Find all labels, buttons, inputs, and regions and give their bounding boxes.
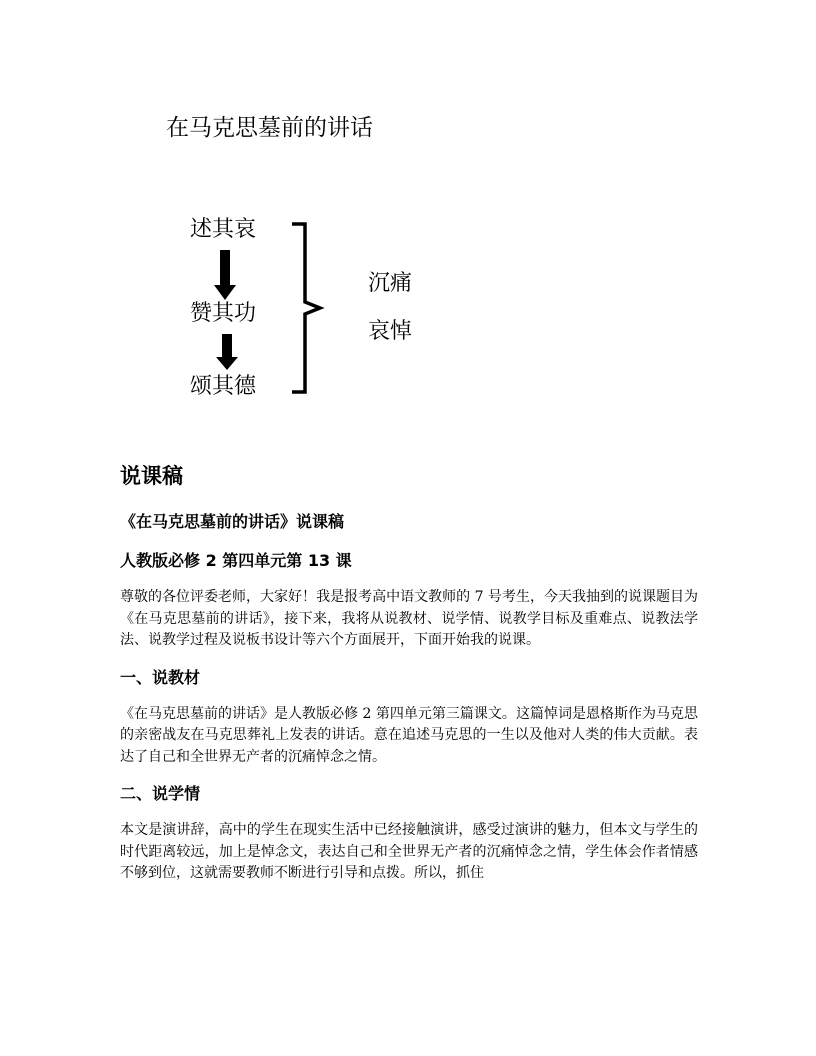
lesson-info: 人教版必修 2 第四单元第 13 课 <box>120 551 352 570</box>
down-arrow-2 <box>216 334 238 370</box>
section-text-students: 本文是演讲辞，高中的学生在现实生活中已经接触演讲，感受过演讲的魅力，但本文与学生的时代距离较远，加上是悼念文，表达自己和全世界无产者的沉痛悼念之情，学生体会作者情感不够到位，这就需要教师不断进行引导和点拨。所以，抓住 <box>120 822 698 881</box>
intro-paragraph: 尊敬的各位评委老师，大家好！我是报考高中语文教师的 7 号考生，今天我抽到的说课题目为《在马克思墓前的讲话》，接下来，我将从说教材、说学情、说教学目标及重难点、说教法学法、说教学过程及说板书设计等六个方面展开，下面开始我的说课。 <box>120 589 698 648</box>
diagram-side-label-grief: 沉痛 <box>368 271 413 296</box>
structure-diagram <box>0 0 816 440</box>
diagram-node-praise-virtue: 颂其德 <box>190 374 257 399</box>
main-title: 说课稿 <box>120 464 183 488</box>
diagram-side-label-mourning: 哀悼 <box>368 319 413 344</box>
subtitle: 《在马克思墓前的讲话》说课稿 <box>120 512 345 531</box>
section-heading-textbook: 一、说教材 <box>120 667 201 687</box>
section-text-textbook: 《在马克思墓前的讲话》是人教版必修 2 第四单元第三篇课文。这篇悼词是恩格斯作为马克思的亲密战友在马克思葬礼上发表的讲话。意在追述马克思的一生以及他对人类的伟大贡献。表达了自己和全世界无产者的沉痛悼念之情。 <box>120 705 698 765</box>
diagram-title: 在马克思墓前的讲话 <box>166 115 373 141</box>
right-brace <box>292 224 320 392</box>
document-body <box>120 458 698 899</box>
diagram-node-lament: 述其哀 <box>190 217 257 242</box>
diagram-graphics <box>0 0 816 440</box>
section-heading-students: 二、说学情 <box>120 784 201 803</box>
diagram-node-praise-merit: 赞其功 <box>190 301 257 326</box>
down-arrow-1 <box>214 250 236 300</box>
